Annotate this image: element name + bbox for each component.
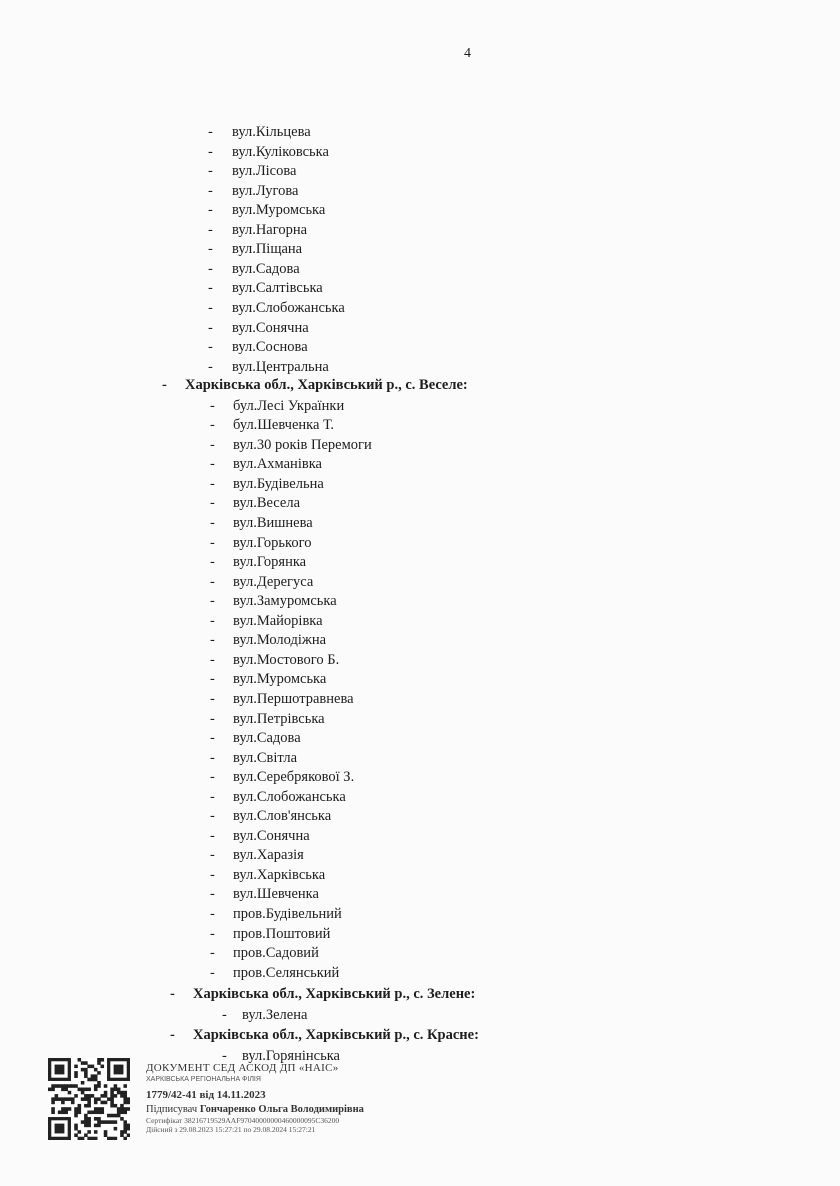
list-item-text: вул.Ахманівка — [233, 456, 322, 473]
list-item-text: вул.Кільцева — [232, 124, 311, 140]
bullet-dash: - — [208, 143, 213, 160]
list-item — [208, 240, 302, 258]
bullet-dash: - — [162, 377, 167, 394]
list-item-text: вул.Сонячна — [233, 827, 310, 844]
bullet-dash: - — [210, 945, 215, 962]
list-item — [210, 729, 301, 747]
bullet-dash: - — [208, 182, 213, 199]
bullet-dash: - — [210, 866, 215, 883]
list-item — [210, 964, 339, 982]
bullet-dash: - — [210, 906, 215, 922]
list-item — [208, 338, 308, 356]
bullet-dash: - — [170, 986, 175, 1003]
bullet-dash: - — [208, 358, 213, 375]
list-item-text: вул.30 років Перемоги — [233, 436, 372, 453]
bullet-dash: - — [208, 299, 213, 316]
list-item-text: вул.Слов'янська — [233, 808, 332, 825]
list-item-text: вул.Горянінська — [242, 1047, 340, 1064]
bullet-dash: - — [210, 788, 215, 805]
locality-heading-text: Харківська обл., Харківський р., с. Зелене: — [193, 986, 476, 1003]
bullet-dash: - — [210, 769, 215, 786]
stamp-registration: 1779/42-41 від 14.11.2023 — [146, 1089, 266, 1101]
list-item-text: пров.Поштовий — [233, 925, 331, 942]
list-item-text: пров.Садовий — [233, 945, 319, 962]
bullet-dash: - — [208, 241, 213, 258]
list-item-text: вул.Горького — [233, 534, 312, 551]
list-item — [210, 534, 311, 552]
list-item — [208, 182, 298, 200]
bullet-dash: - — [210, 632, 215, 649]
list-item — [210, 514, 313, 532]
list-item-text: пров.Будівельний — [233, 906, 342, 922]
bullet-dash: - — [210, 515, 215, 531]
list-item — [210, 944, 319, 962]
stamp-validity: Дійсний з 29.08.2023 15:27:21 по 29.08.2024 15:27:21 — [146, 1125, 316, 1134]
bullet-dash: - — [210, 573, 215, 590]
bullet-dash: - — [208, 221, 213, 238]
bullet-dash: - — [210, 847, 215, 864]
list-item-text: вул.Садова — [232, 260, 300, 277]
list-item-text: бул.Лесі Українки — [233, 397, 345, 414]
list-item — [208, 221, 307, 239]
bullet-dash: - — [208, 124, 213, 140]
stamp-signer-name: Гончаренко Ольга Володимирівна — [199, 1104, 364, 1115]
list-item-text: пров.Селянський — [233, 964, 340, 981]
list-item — [210, 788, 346, 806]
list-item — [210, 710, 325, 728]
list-item-text: вул.Сонячна — [232, 319, 309, 336]
locality-heading — [170, 1026, 479, 1044]
bullet-dash: - — [210, 710, 215, 727]
list-item — [210, 436, 372, 454]
list-item-text: вул.Вишнева — [233, 515, 313, 531]
list-item-text: вул.Мостового Б. — [233, 651, 340, 668]
list-item — [210, 573, 313, 591]
list-item — [208, 260, 300, 278]
list-item-text: вул.Лугова — [232, 182, 299, 199]
list-item — [210, 846, 304, 864]
edoc-stamp — [48, 1058, 448, 1148]
locality-heading-text: Харківська обл., Харківський р., с. Красне: — [193, 1027, 479, 1044]
locality-heading-text: Харківська обл., Харківський р., с. Веселе: — [185, 377, 468, 394]
list-item-text: вул.Петрівська — [233, 710, 325, 727]
bullet-dash: - — [222, 1047, 227, 1064]
list-item-text: вул.Молодіжна — [233, 632, 327, 649]
list-item-text: вул.Слобожанська — [232, 299, 345, 316]
bullet-dash: - — [222, 1006, 227, 1023]
list-item — [210, 768, 354, 786]
list-item-text: вул.Муромська — [233, 671, 327, 688]
bullet-dash: - — [210, 612, 215, 629]
list-item — [210, 631, 326, 649]
bullet-dash: - — [210, 925, 215, 942]
list-item-text: вул.Зелена — [242, 1006, 308, 1023]
list-item-text: вул.Весела — [233, 495, 301, 512]
bullet-dash: - — [208, 260, 213, 277]
page-number: 4 — [464, 46, 471, 61]
list-item — [208, 201, 325, 219]
bullet-dash: - — [210, 456, 215, 473]
list-item — [210, 690, 354, 708]
stamp-text — [146, 1062, 364, 1134]
list-item-text: вул.Будівельна — [233, 475, 324, 492]
list-item-text: вул.Піщана — [232, 241, 303, 258]
bullet-dash: - — [208, 339, 213, 356]
list-item-text: вул.Горянка — [233, 554, 307, 571]
list-item-text: вул.Муромська — [232, 202, 326, 219]
list-item — [210, 866, 325, 884]
bullet-dash: - — [210, 593, 215, 610]
bullet-dash: - — [208, 163, 213, 180]
list-item — [210, 553, 306, 571]
stamp-signer — [146, 1104, 364, 1116]
list-item — [208, 123, 311, 141]
bullet-dash: - — [208, 202, 213, 219]
list-item-text: вул.Нагорна — [232, 221, 308, 238]
bullet-dash: - — [208, 280, 213, 297]
list-item — [222, 1006, 307, 1024]
list-item-text: вул.Салтівська — [232, 280, 323, 297]
list-item — [210, 905, 342, 923]
bullet-dash: - — [210, 730, 215, 747]
bullet-dash: - — [210, 417, 215, 434]
list-item-text: бул.Шевченка Т. — [233, 417, 335, 434]
bullet-dash: - — [210, 690, 215, 707]
list-item — [210, 455, 322, 473]
bullet-dash: - — [210, 651, 215, 668]
list-item-text: вул.Харазія — [233, 847, 304, 864]
list-item — [208, 143, 329, 161]
bullet-dash: - — [210, 749, 215, 766]
bullet-dash: - — [210, 886, 215, 903]
list-item-text: вул.Куліковська — [232, 143, 329, 160]
list-item — [208, 358, 329, 376]
list-item-text: вул.Центральна — [232, 358, 329, 375]
list-item — [210, 670, 326, 688]
list-item-text: вул.Харківська — [233, 866, 326, 883]
bullet-dash: - — [210, 671, 215, 688]
bullet-dash: - — [210, 436, 215, 453]
list-item-text: вул.Серебрякової З. — [233, 769, 355, 786]
list-item — [208, 319, 309, 337]
list-item — [210, 885, 319, 903]
list-item — [208, 162, 296, 180]
list-item-text: вул.Слобожанська — [233, 788, 346, 805]
list-item-text: вул.Майорівка — [233, 612, 323, 629]
list-item — [210, 651, 339, 669]
list-item-text: вул.Садова — [233, 730, 301, 747]
bullet-dash: - — [208, 319, 213, 336]
bullet-dash: - — [210, 397, 215, 414]
list-item — [208, 299, 345, 317]
locality-heading — [162, 376, 468, 394]
stamp-title: ДОКУМЕНТ СЕД АСКОД ДП «НАІС» — [146, 1062, 339, 1074]
list-item-text: вул.Лісова — [232, 163, 297, 180]
bullet-dash: - — [210, 827, 215, 844]
list-item — [208, 279, 323, 297]
list-item-text: вул.Шевченка — [233, 886, 319, 903]
list-item-text: вул.Дерегуса — [233, 573, 314, 590]
list-item — [210, 397, 344, 415]
locality-heading — [170, 985, 475, 1003]
stamp-subtitle: ХАРКІВСЬКА РЕГІОНАЛЬНА ФІЛІЯ — [146, 1076, 261, 1083]
bullet-dash: - — [210, 554, 215, 571]
list-item — [210, 925, 330, 943]
bullet-dash: - — [210, 808, 215, 825]
list-item — [210, 612, 323, 630]
bullet-dash: - — [210, 475, 215, 492]
bullet-dash: - — [210, 495, 215, 512]
list-item-text: вул.Першотравнева — [233, 690, 354, 707]
list-item — [210, 827, 310, 845]
list-item — [210, 749, 297, 767]
list-item-text: вул.Світла — [233, 749, 298, 766]
bullet-dash: - — [210, 534, 215, 551]
list-item — [210, 494, 300, 512]
list-item — [210, 807, 331, 825]
list-item — [210, 416, 334, 434]
stamp-certificate: Сертифікат 38216719529AAF97040000000460000095C36200 — [146, 1116, 340, 1125]
qr-code-icon — [48, 1058, 130, 1140]
list-item — [210, 475, 324, 493]
list-item-text: вул.Соснова — [232, 339, 308, 356]
bullet-dash: - — [170, 1027, 175, 1044]
list-item — [210, 592, 337, 610]
stamp-signer-label: Підписувач — [146, 1104, 198, 1115]
bullet-dash: - — [210, 964, 215, 981]
list-item-text: вул.Замуромська — [233, 593, 337, 610]
